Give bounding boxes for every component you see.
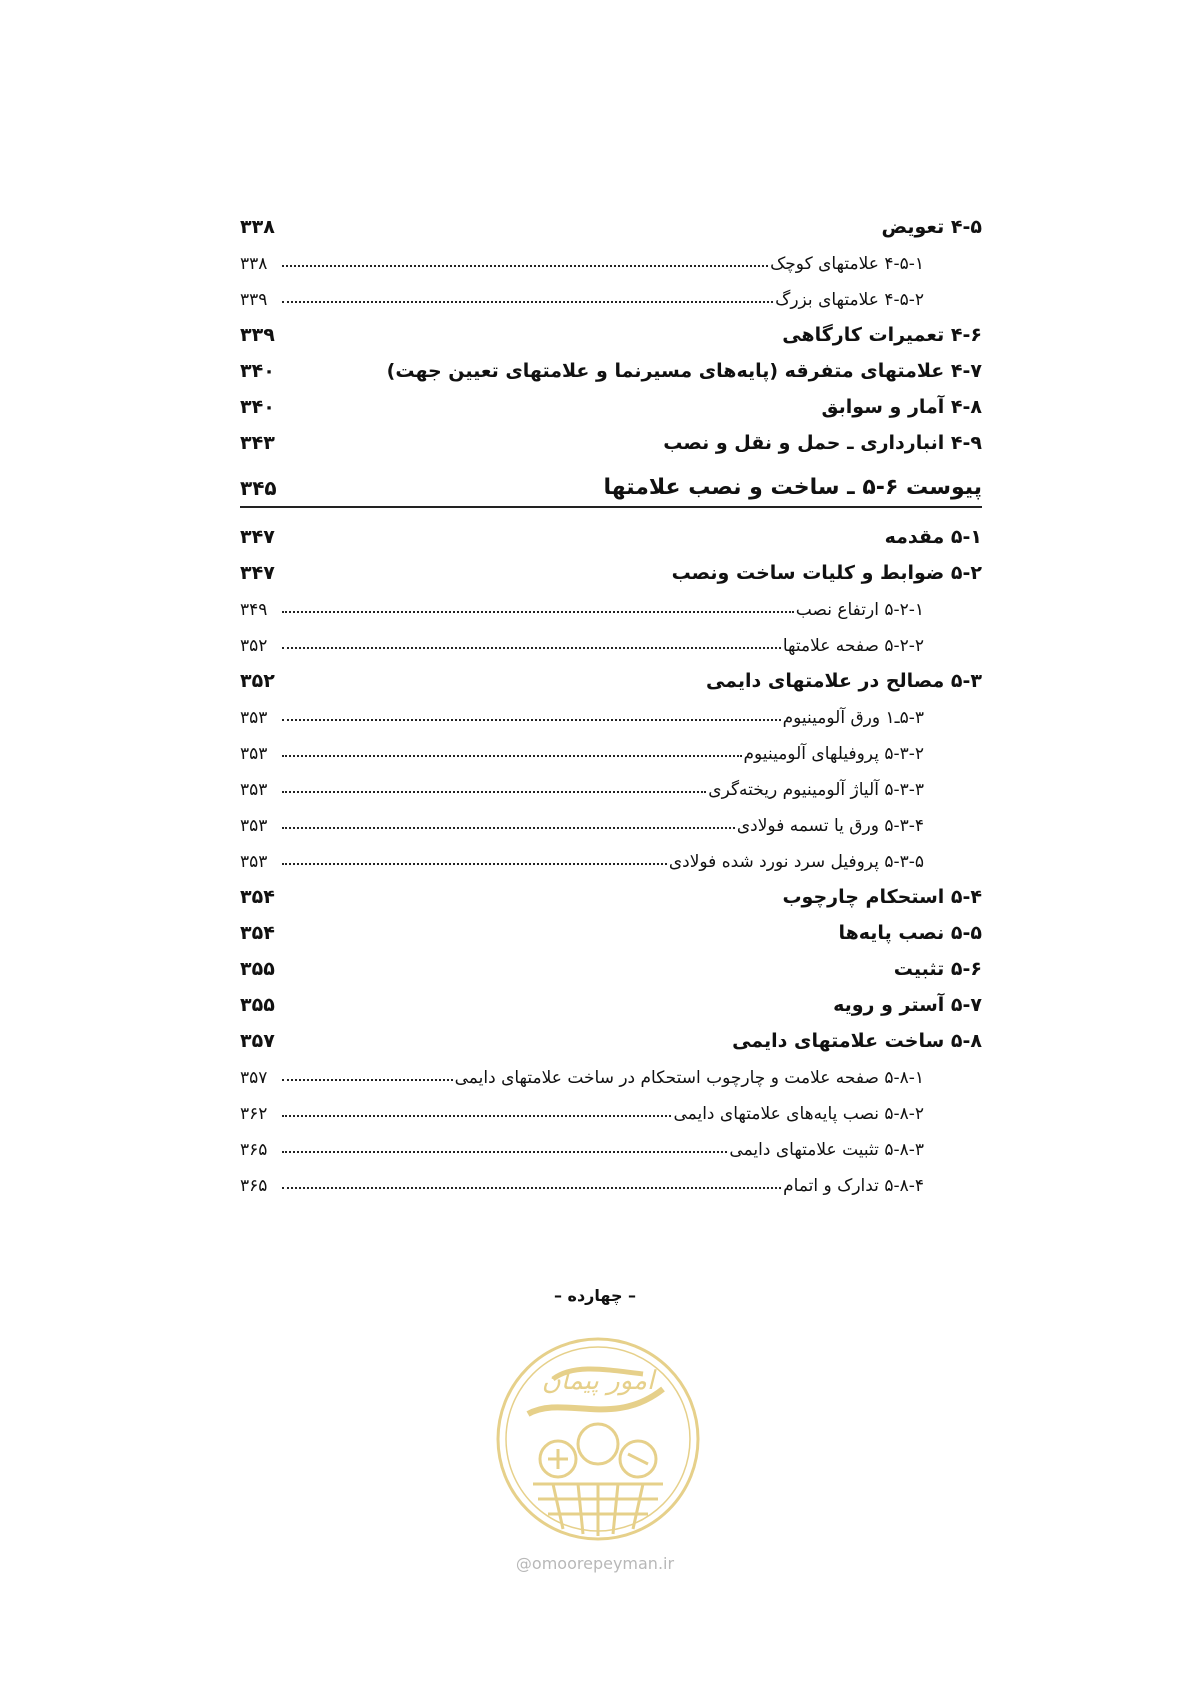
toc-entry-page: ۳۴۷ — [240, 526, 275, 548]
toc-entry-page: ۳۴۰ — [240, 396, 275, 418]
toc-entry[interactable] — [240, 1134, 924, 1160]
dot-leader — [282, 755, 742, 757]
toc-entry-page: ۳۵۵ — [240, 994, 275, 1016]
dot-leader — [282, 863, 667, 865]
toc-entry-page: ۳۶۲ — [240, 1104, 268, 1124]
toc-entry-page: ۳۳۸ — [240, 216, 275, 238]
toc-entry-page: ۳۵۵ — [240, 958, 275, 980]
toc-entry-title: ۵-۷ آستر و رویه — [833, 994, 982, 1016]
toc-entry-title: ۵-۸-۲ نصب پایه‌های علامتهای دایمی — [673, 1104, 924, 1124]
logo-lettering: امور پیمان — [541, 1366, 655, 1396]
toc-entry[interactable] — [240, 320, 982, 346]
toc-entry-title: ۵-۲-۱ ارتفاع نصب — [795, 600, 924, 620]
toc-entry-page: ۳۵۲ — [240, 636, 268, 656]
toc-entry-title: ۴-۵-۲ علامتهای بزرگ — [775, 290, 924, 310]
toc-entry-title: ۴-۹ انبارداری ـ حمل و نقل و نصب — [663, 432, 982, 454]
toc-entry[interactable] — [240, 810, 924, 836]
toc-entry-title: ۴-۶ تعمیرات کارگاهی — [782, 324, 982, 346]
toc-entry[interactable] — [240, 738, 924, 764]
toc-entry-page: ۳۴۰ — [240, 360, 275, 382]
toc-entry[interactable] — [240, 666, 982, 692]
toc-entry-page: ۳۶۵ — [240, 1140, 268, 1160]
toc-entry-page: ۳۵۴ — [240, 886, 275, 908]
toc-entry[interactable] — [240, 522, 982, 548]
toc-entry-page: ۳۵۷ — [240, 1068, 268, 1088]
dot-leader — [282, 647, 781, 649]
toc-entry-page: ۳۵۳ — [240, 744, 268, 764]
toc-entry-title: ۵-۸-۱ صفحه علامت و چارچوب استحکام در ساخت علامتهای دایمی — [454, 1068, 924, 1088]
toc-entry[interactable] — [240, 212, 982, 238]
toc-entry-page: ۳۵۳ — [240, 780, 268, 800]
toc-entry-page: ۳۵۲ — [240, 670, 275, 692]
dot-leader — [282, 1115, 671, 1117]
toc-entry-page: ۳۵۷ — [240, 1030, 275, 1052]
toc-entry[interactable] — [240, 918, 982, 944]
omoor-peyman-logo-icon — [493, 1334, 703, 1544]
table-of-contents — [240, 212, 982, 1196]
toc-entry[interactable] — [240, 1062, 924, 1088]
toc-entry-page: ۳۶۵ — [240, 1176, 268, 1196]
toc-entry-title: ۴-۵ تعویض — [881, 216, 982, 238]
dot-leader — [282, 265, 768, 267]
toc-entry-title: ۴-۸ آمار و سوابق — [821, 396, 982, 418]
toc-entry-page: ۳۳۹ — [240, 290, 268, 310]
toc-entry-title: ۵-۸ ساخت علامتهای دایمی — [732, 1030, 982, 1052]
toc-section-5 — [240, 522, 982, 1196]
toc-entry-title: ۵-۶ تثبیت — [893, 958, 982, 980]
toc-entry-page: ۳۵۳ — [240, 816, 268, 836]
toc-section-4 — [240, 212, 982, 454]
dot-leader — [282, 301, 773, 303]
toc-entry-title: ۵-۳ مصالح در علامتهای دایمی — [705, 670, 982, 692]
toc-entry[interactable] — [240, 630, 924, 656]
toc-entry-title: ۵-۳-۳ آلیاژ آلومینیوم ریخته‌گری — [708, 780, 924, 800]
toc-appendix-heading[interactable] — [240, 470, 982, 500]
toc-entry[interactable] — [240, 882, 982, 908]
toc-entry-page: ۳۵۳ — [240, 852, 268, 872]
toc-entry-title: ۵-۲ ضوابط و کلیات ساخت ونصب — [671, 562, 982, 584]
toc-entry-title: ۵-۲-۲ صفحه علامتها — [782, 636, 924, 656]
dot-leader — [282, 719, 781, 721]
toc-entry-page: ۳۳۸ — [240, 254, 268, 274]
toc-entry[interactable] — [240, 248, 924, 274]
toc-entry[interactable] — [240, 392, 982, 418]
dot-leader — [282, 1187, 781, 1189]
dot-leader — [282, 791, 706, 793]
toc-entry[interactable] — [240, 846, 924, 872]
toc-entry[interactable] — [240, 356, 982, 382]
toc-entry[interactable] — [240, 594, 924, 620]
toc-entry-title: ۵-۸-۳ تثبیت علامتهای دایمی — [729, 1140, 924, 1160]
toc-entry-page: ۳۵۳ — [240, 708, 268, 728]
toc-entry-page: ۳۵۴ — [240, 922, 275, 944]
toc-entry-title: ۵-۱ مقدمه — [884, 526, 982, 548]
toc-entry-title: پیوست ۶-۵ ـ ساخت و نصب علامتها — [603, 475, 982, 500]
toc-entry-title: ۵-۵ نصب پایه‌ها — [838, 922, 982, 944]
toc-entry[interactable] — [240, 558, 982, 584]
toc-entry-page: ۳۴۵ — [240, 476, 277, 500]
dot-leader — [282, 1151, 727, 1153]
toc-entry-title: ۵-۳-۴ ورق یا تسمه فولادی — [736, 816, 924, 836]
toc-entry-title: ۴-۷ علامتهای متفرقه (پایه‌های مسیرنما و علامتهای تعیین جهت) — [386, 360, 982, 382]
toc-entry-title: ۵-۸-۴ تدارک و اتمام — [783, 1176, 924, 1196]
toc-entry[interactable] — [240, 1026, 982, 1052]
dot-leader — [282, 1079, 453, 1081]
toc-entry-title: ۴-۵-۱ علامتهای کوچک — [770, 254, 924, 274]
dot-leader — [282, 827, 735, 829]
page-number-footer: – چهارده – — [553, 1286, 637, 1305]
heading-rule — [240, 506, 982, 508]
toc-entry[interactable] — [240, 774, 924, 800]
dot-leader — [282, 611, 794, 613]
toc-entry[interactable] — [240, 990, 982, 1016]
toc-entry[interactable] — [240, 284, 924, 310]
toc-entry-page: ۳۴۹ — [240, 600, 268, 620]
toc-entry-title: ۵-۴ استحکام چارچوب — [782, 886, 982, 908]
toc-entry[interactable] — [240, 954, 982, 980]
toc-entry[interactable] — [240, 702, 924, 728]
toc-entry-title: ۵-۳-۵ پروفیل سرد نورد شده فولادی — [668, 852, 924, 872]
toc-entry[interactable] — [240, 1098, 924, 1124]
toc-entry[interactable] — [240, 428, 982, 454]
toc-entry-page: ۳۴۳ — [240, 432, 275, 454]
toc-entry-title: ۵-۳ـ۱ ورق آلومینیوم — [782, 708, 924, 728]
toc-entry-page: ۳۳۹ — [240, 324, 275, 346]
toc-entry[interactable] — [240, 1170, 924, 1196]
toc-entry-title: ۵-۳-۲ پروفیلهای آلومینیوم — [743, 744, 924, 764]
watermark-url: @omoorepeyman.ir — [515, 1554, 675, 1573]
toc-entry-page: ۳۴۷ — [240, 562, 275, 584]
